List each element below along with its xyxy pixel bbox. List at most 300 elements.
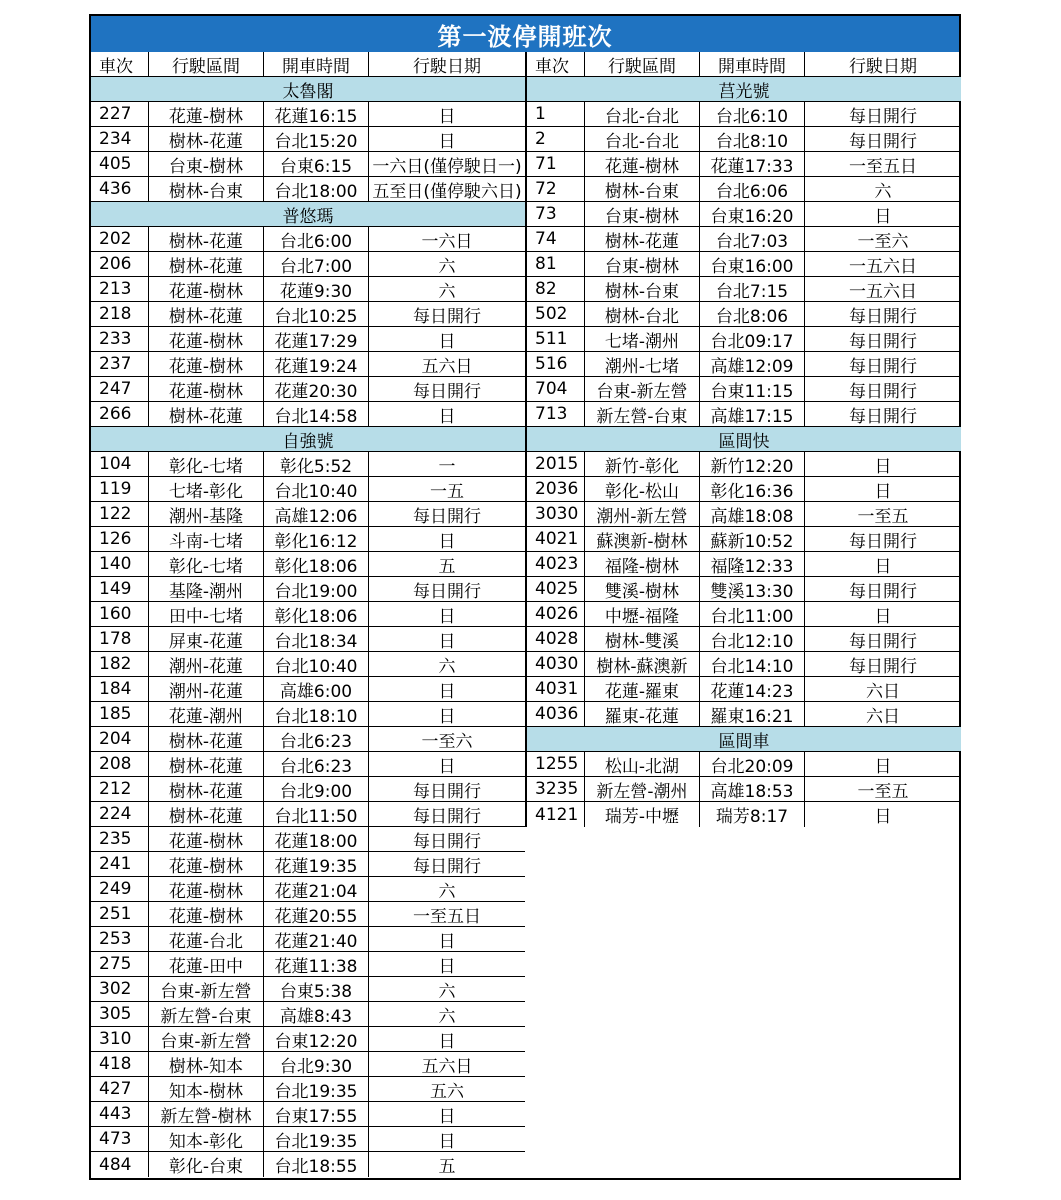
route-cell: 花蓮-台北 xyxy=(149,927,264,951)
service-days-cell: 日 xyxy=(874,807,892,827)
train-no-cell: 405 xyxy=(91,152,149,176)
table-row xyxy=(91,1052,525,1077)
departure-time-cell: 台北15:20 xyxy=(264,127,369,151)
route-cell: 花蓮-樹林 xyxy=(149,827,264,851)
table-row xyxy=(527,277,961,302)
route-cell: 樹林-花蓮 xyxy=(149,302,264,326)
departure-time-cell: 花蓮17:29 xyxy=(264,327,369,351)
departure-time-cell: 彰化5:52 xyxy=(264,452,369,476)
train-no-cell: 275 xyxy=(91,952,149,976)
departure-time-cell: 台北6:06 xyxy=(700,177,805,201)
service-days-cell: 每日開行 xyxy=(849,131,917,151)
train-no-cell: 235 xyxy=(91,827,149,851)
table-row xyxy=(91,1077,525,1102)
departure-time-cell: 高雄18:08 xyxy=(700,502,805,526)
departure-time-cell: 瑞芳8:17 xyxy=(700,802,805,827)
service-days-cell: 日 xyxy=(438,931,456,951)
train-no-cell: 213 xyxy=(91,277,149,301)
train-no-cell: 122 xyxy=(91,502,149,526)
train-no-cell: 4028 xyxy=(527,627,585,651)
table-row xyxy=(91,377,525,402)
departure-time-cell: 蘇新10:52 xyxy=(700,527,805,551)
train-no-cell: 233 xyxy=(91,327,149,351)
table-row xyxy=(527,502,961,527)
departure-time-cell: 台北6:10 xyxy=(700,102,805,126)
train-no-cell: 418 xyxy=(91,1052,149,1076)
service-days-cell: 日 xyxy=(438,631,456,651)
train-no-cell: 160 xyxy=(91,602,149,626)
table-row xyxy=(91,1002,525,1027)
departure-time-cell: 台東16:00 xyxy=(700,252,805,276)
route-cell: 樹林-蘇澳新 xyxy=(585,652,700,676)
service-days-cell: 每日開行 xyxy=(849,331,917,351)
service-days-cell: 每日開行 xyxy=(849,531,917,551)
train-no-cell: 185 xyxy=(91,702,149,726)
departure-time-cell: 台東5:38 xyxy=(264,977,369,1001)
departure-time-cell: 台北19:35 xyxy=(264,1077,369,1101)
departure-time-cell: 花蓮16:15 xyxy=(264,102,369,126)
train-no-cell: 227 xyxy=(91,102,149,126)
train-no-cell: 202 xyxy=(91,227,149,251)
train-no-cell: 4030 xyxy=(527,652,585,676)
train-no-cell: 484 xyxy=(91,1152,149,1177)
table-row xyxy=(527,252,961,277)
table-row xyxy=(527,327,961,352)
service-days-cell: 每日開行 xyxy=(849,656,917,676)
departure-time-cell: 台北6:00 xyxy=(264,227,369,251)
service-days-cell: 六 xyxy=(438,881,456,901)
departure-time-cell: 台北18:55 xyxy=(264,1152,369,1177)
route-cell: 樹林-台北 xyxy=(585,302,700,326)
departure-time-cell: 台北19:35 xyxy=(264,1127,369,1151)
route-cell: 樹林-花蓮 xyxy=(149,777,264,801)
route-cell: 潮州-花蓮 xyxy=(149,652,264,676)
departure-time-cell: 花蓮14:23 xyxy=(700,677,805,701)
departure-time-cell: 台東16:20 xyxy=(700,202,805,226)
departure-time-cell: 台東11:15 xyxy=(700,377,805,401)
train-no-cell: 1255 xyxy=(527,752,585,776)
service-days-cell: 日 xyxy=(874,481,892,501)
train-no-cell: 4026 xyxy=(527,602,585,626)
train-type-header: 太魯閣 xyxy=(91,77,525,102)
service-days-cell: 日 xyxy=(874,756,892,776)
service-days-cell: 日 xyxy=(438,106,456,126)
route-cell: 台東-樹林 xyxy=(585,252,700,276)
route-cell: 彰化-七堵 xyxy=(149,552,264,576)
service-days-cell: 五 xyxy=(438,1157,456,1177)
service-days-cell: 日 xyxy=(438,1106,456,1126)
table-row xyxy=(91,277,525,302)
route-cell: 台北-台北 xyxy=(585,102,700,126)
service-days-cell: 六 xyxy=(874,181,892,201)
train-no-cell: 237 xyxy=(91,352,149,376)
train-no-cell: 3235 xyxy=(527,777,585,801)
table-row xyxy=(91,352,525,377)
service-days-cell: 一五六日 xyxy=(849,281,917,301)
departure-time-cell: 台東17:55 xyxy=(264,1102,369,1126)
route-cell: 松山-北湖 xyxy=(585,752,700,776)
route-cell: 花蓮-樹林 xyxy=(149,852,264,876)
departure-time-cell: 台北19:00 xyxy=(264,577,369,601)
table-row xyxy=(527,577,961,602)
service-days-cell: 一六日 xyxy=(421,231,473,251)
route-cell: 新左營-潮州 xyxy=(585,777,700,801)
service-days-cell: 六 xyxy=(438,281,456,301)
header-route: 行駛區間 xyxy=(149,52,264,76)
service-days-cell: 一五六日 xyxy=(849,256,917,276)
header-service-days: 行駛日期 xyxy=(413,56,481,76)
service-days-cell: 六 xyxy=(438,981,456,1001)
route-cell: 樹林-花蓮 xyxy=(585,227,700,251)
table-row xyxy=(527,627,961,652)
train-no-cell: 443 xyxy=(91,1102,149,1126)
service-days-cell: 每日開行 xyxy=(849,406,917,426)
table-row xyxy=(91,227,525,252)
route-cell: 花蓮-樹林 xyxy=(585,152,700,176)
table-row xyxy=(91,727,525,752)
train-no-cell: 71 xyxy=(527,152,585,176)
route-cell: 潮州-花蓮 xyxy=(149,677,264,701)
route-cell: 樹林-花蓮 xyxy=(149,127,264,151)
table-row xyxy=(91,477,525,502)
service-days-cell: 每日開行 xyxy=(849,356,917,376)
service-days-cell: 每日開行 xyxy=(849,581,917,601)
train-no-cell: 119 xyxy=(91,477,149,501)
service-days-cell: 每日開行 xyxy=(413,856,481,876)
train-no-cell: 4023 xyxy=(527,552,585,576)
departure-time-cell: 台北6:23 xyxy=(264,727,369,751)
service-days-cell: 日 xyxy=(438,406,456,426)
table-row xyxy=(91,927,525,952)
table-row xyxy=(91,102,525,127)
train-no-cell: 140 xyxy=(91,552,149,576)
service-days-cell: 每日開行 xyxy=(849,631,917,651)
route-cell: 台東-樹林 xyxy=(585,202,700,226)
service-days-cell: 日 xyxy=(874,206,892,226)
train-no-cell: 2015 xyxy=(527,452,585,476)
service-days-cell: 每日開行 xyxy=(413,381,481,401)
table-row xyxy=(527,527,961,552)
route-cell: 樹林-雙溪 xyxy=(585,627,700,651)
departure-time-cell: 台北20:09 xyxy=(700,752,805,776)
departure-time-cell: 台北7:03 xyxy=(700,227,805,251)
route-cell: 花蓮-樹林 xyxy=(149,877,264,901)
train-no-cell: 224 xyxy=(91,802,149,826)
train-no-cell: 427 xyxy=(91,1077,149,1101)
table-row xyxy=(91,802,525,827)
column-header-row xyxy=(91,52,525,77)
service-days-cell: 一至五 xyxy=(857,781,909,801)
train-no-cell: 253 xyxy=(91,927,149,951)
table-row xyxy=(91,177,525,202)
departure-time-cell: 台北7:15 xyxy=(700,277,805,301)
departure-time-cell: 台北14:10 xyxy=(700,652,805,676)
route-cell: 新左營-台東 xyxy=(149,1002,264,1026)
service-days-cell: 日 xyxy=(438,1131,456,1151)
table-row xyxy=(91,652,525,677)
header-service-days: 行駛日期 xyxy=(849,56,917,76)
train-no-cell: 4021 xyxy=(527,527,585,551)
table-row xyxy=(91,777,525,802)
route-cell: 屏東-花蓮 xyxy=(149,627,264,651)
train-no-cell: 4036 xyxy=(527,702,585,726)
train-no-cell: 704 xyxy=(527,377,585,401)
service-days-cell: 日 xyxy=(874,556,892,576)
train-type-header: 區間車 xyxy=(527,727,961,752)
departure-time-cell: 台東6:15 xyxy=(264,152,369,176)
train-no-cell: 436 xyxy=(91,177,149,201)
train-no-cell: 2036 xyxy=(527,477,585,501)
table-row xyxy=(527,552,961,577)
column-header-row xyxy=(527,52,961,77)
service-days-cell: 六 xyxy=(438,1006,456,1026)
header-departure-time: 開車時間 xyxy=(264,52,369,76)
route-cell: 樹林-台東 xyxy=(585,277,700,301)
train-no-cell: 73 xyxy=(527,202,585,226)
service-days-cell: 一六日(僅停駛日一) xyxy=(372,156,522,176)
table-row xyxy=(527,477,961,502)
table-row xyxy=(527,202,961,227)
route-cell: 花蓮-樹林 xyxy=(149,277,264,301)
departure-time-cell: 台北10:40 xyxy=(264,477,369,501)
route-cell: 七堵-潮州 xyxy=(585,327,700,351)
train-no-cell: 511 xyxy=(527,327,585,351)
train-type-header: 莒光號 xyxy=(527,77,961,102)
table-row xyxy=(91,952,525,977)
train-no-cell: 502 xyxy=(527,302,585,326)
table-row xyxy=(91,827,525,852)
departure-time-cell: 花蓮20:30 xyxy=(264,377,369,401)
table-row xyxy=(527,702,961,727)
train-no-cell: 206 xyxy=(91,252,149,276)
service-days-cell: 一五 xyxy=(430,481,464,501)
departure-time-cell: 花蓮9:30 xyxy=(264,277,369,301)
service-days-cell: 每日開行 xyxy=(413,506,481,526)
train-no-cell: 4031 xyxy=(527,677,585,701)
train-no-cell: 516 xyxy=(527,352,585,376)
service-days-cell: 六日 xyxy=(866,706,900,726)
departure-time-cell: 台北8:06 xyxy=(700,302,805,326)
route-cell: 台東-新左營 xyxy=(149,1027,264,1051)
service-days-cell: 一至五日 xyxy=(413,906,481,926)
service-days-cell: 六 xyxy=(438,656,456,676)
train-no-cell: 713 xyxy=(527,402,585,426)
departure-time-cell: 台北6:23 xyxy=(264,752,369,776)
train-no-cell: 149 xyxy=(91,577,149,601)
route-cell: 樹林-台東 xyxy=(149,177,264,201)
table-row xyxy=(91,752,525,777)
table-row xyxy=(91,302,525,327)
table-row xyxy=(527,302,961,327)
service-days-cell: 五六日 xyxy=(421,1056,473,1076)
service-days-cell: 日 xyxy=(438,531,456,551)
route-cell: 台東-新左營 xyxy=(149,977,264,1001)
route-cell: 潮州-基隆 xyxy=(149,502,264,526)
train-no-cell: 4121 xyxy=(527,802,585,827)
train-no-cell: 182 xyxy=(91,652,149,676)
train-type-header: 區間快 xyxy=(527,427,961,452)
service-days-cell: 日 xyxy=(438,1031,456,1051)
route-cell: 樹林-台東 xyxy=(585,177,700,201)
table-row xyxy=(527,752,961,777)
table-row xyxy=(91,977,525,1002)
train-no-cell: 1 xyxy=(527,102,585,126)
departure-time-cell: 台北9:30 xyxy=(264,1052,369,1076)
route-cell: 新竹-彰化 xyxy=(585,452,700,476)
table-row xyxy=(91,702,525,727)
header-departure-time: 開車時間 xyxy=(700,52,805,76)
train-no-cell: 310 xyxy=(91,1027,149,1051)
table-row xyxy=(527,227,961,252)
route-cell: 彰化-松山 xyxy=(585,477,700,501)
train-no-cell: 104 xyxy=(91,452,149,476)
header-route: 行駛區間 xyxy=(585,52,700,76)
departure-time-cell: 高雄12:09 xyxy=(700,352,805,376)
route-cell: 潮州-七堵 xyxy=(585,352,700,376)
table-row xyxy=(91,852,525,877)
departure-time-cell: 台北18:34 xyxy=(264,627,369,651)
route-cell: 雙溪-樹林 xyxy=(585,577,700,601)
train-no-cell: 241 xyxy=(91,852,149,876)
route-cell: 樹林-花蓮 xyxy=(149,402,264,426)
service-days-cell: 日 xyxy=(438,956,456,976)
departure-time-cell: 台北12:10 xyxy=(700,627,805,651)
train-no-cell: 266 xyxy=(91,402,149,426)
train-no-cell: 126 xyxy=(91,527,149,551)
service-days-cell: 日 xyxy=(874,456,892,476)
table-row xyxy=(91,252,525,277)
route-cell: 樹林-花蓮 xyxy=(149,727,264,751)
train-no-cell: 251 xyxy=(91,902,149,926)
train-no-cell: 204 xyxy=(91,727,149,751)
route-cell: 花蓮-樹林 xyxy=(149,352,264,376)
train-no-cell: 212 xyxy=(91,777,149,801)
route-cell: 七堵-彰化 xyxy=(149,477,264,501)
departure-time-cell: 高雄6:00 xyxy=(264,677,369,701)
route-cell: 樹林-知本 xyxy=(149,1052,264,1076)
departure-time-cell: 花蓮11:38 xyxy=(264,952,369,976)
route-cell: 花蓮-樹林 xyxy=(149,377,264,401)
departure-time-cell: 台北9:00 xyxy=(264,777,369,801)
route-cell: 台東-新左營 xyxy=(585,377,700,401)
table-row xyxy=(527,602,961,627)
train-type-header: 自強號 xyxy=(91,427,525,452)
departure-time-cell: 羅東16:21 xyxy=(700,702,805,726)
route-cell: 台北-台北 xyxy=(585,127,700,151)
table-row xyxy=(527,452,961,477)
train-no-cell: 3030 xyxy=(527,502,585,526)
departure-time-cell: 花蓮21:04 xyxy=(264,877,369,901)
table-title: 第一波停開班次 xyxy=(91,16,959,52)
train-no-cell: 234 xyxy=(91,127,149,151)
train-no-cell: 184 xyxy=(91,677,149,701)
departure-time-cell: 花蓮19:24 xyxy=(264,352,369,376)
service-days-cell: 每日開行 xyxy=(849,381,917,401)
departure-time-cell: 花蓮19:35 xyxy=(264,852,369,876)
route-cell: 花蓮-樹林 xyxy=(149,102,264,126)
route-cell: 田中-七堵 xyxy=(149,602,264,626)
service-days-cell: 日 xyxy=(874,606,892,626)
table-row xyxy=(527,777,961,802)
route-cell: 花蓮-樹林 xyxy=(149,902,264,926)
route-cell: 瑞芳-中壢 xyxy=(585,802,700,827)
train-no-cell: 218 xyxy=(91,302,149,326)
departure-time-cell: 台北18:10 xyxy=(264,702,369,726)
table-row xyxy=(91,1027,525,1052)
departure-time-cell: 花蓮21:40 xyxy=(264,927,369,951)
right-column xyxy=(525,52,961,827)
departure-time-cell: 台北18:00 xyxy=(264,177,369,201)
table-row xyxy=(91,327,525,352)
departure-time-cell: 高雄8:43 xyxy=(264,1002,369,1026)
route-cell: 知本-樹林 xyxy=(149,1077,264,1101)
service-days-cell: 五 xyxy=(438,556,456,576)
table-row xyxy=(527,177,961,202)
route-cell: 斗南-七堵 xyxy=(149,527,264,551)
service-days-cell: 每日開行 xyxy=(849,306,917,326)
departure-time-cell: 台北10:40 xyxy=(264,652,369,676)
route-cell: 樹林-花蓮 xyxy=(149,227,264,251)
service-days-cell: 日 xyxy=(438,681,456,701)
service-days-cell: 日 xyxy=(438,131,456,151)
timetable-sheet xyxy=(89,14,961,1180)
service-days-cell: 每日開行 xyxy=(413,781,481,801)
train-no-cell: 74 xyxy=(527,227,585,251)
service-days-cell: 六日 xyxy=(866,681,900,701)
departure-time-cell: 台北11:00 xyxy=(700,602,805,626)
table-row xyxy=(91,502,525,527)
route-cell: 彰化-台東 xyxy=(149,1152,264,1177)
route-cell: 潮州-新左營 xyxy=(585,502,700,526)
departure-time-cell: 新竹12:20 xyxy=(700,452,805,476)
route-cell: 花蓮-樹林 xyxy=(149,327,264,351)
service-days-cell: 日 xyxy=(438,706,456,726)
service-days-cell: 每日開行 xyxy=(413,831,481,851)
route-cell: 基隆-潮州 xyxy=(149,577,264,601)
table-row xyxy=(527,402,961,427)
service-days-cell: 一至六 xyxy=(857,231,909,251)
route-cell: 花蓮-田中 xyxy=(149,952,264,976)
departure-time-cell: 台北11:50 xyxy=(264,802,369,826)
route-cell: 福隆-樹林 xyxy=(585,552,700,576)
route-cell: 知本-彰化 xyxy=(149,1127,264,1151)
departure-time-cell: 福隆12:33 xyxy=(700,552,805,576)
train-no-cell: 208 xyxy=(91,752,149,776)
service-days-cell: 每日開行 xyxy=(413,306,481,326)
service-days-cell: 五六日 xyxy=(421,356,473,376)
route-cell: 羅東-花蓮 xyxy=(585,702,700,726)
route-cell: 樹林-花蓮 xyxy=(149,252,264,276)
departure-time-cell: 花蓮20:55 xyxy=(264,902,369,926)
service-days-cell: 一至六 xyxy=(421,731,473,751)
train-no-cell: 247 xyxy=(91,377,149,401)
departure-time-cell: 台北8:10 xyxy=(700,127,805,151)
table-row xyxy=(527,377,961,402)
table-row xyxy=(91,877,525,902)
table-row xyxy=(91,402,525,427)
service-days-cell: 日 xyxy=(438,606,456,626)
departure-time-cell: 高雄18:53 xyxy=(700,777,805,801)
departure-time-cell: 台北09:17 xyxy=(700,327,805,351)
train-no-cell: 302 xyxy=(91,977,149,1001)
train-no-cell: 2 xyxy=(527,127,585,151)
table-row xyxy=(91,552,525,577)
route-cell: 新左營-樹林 xyxy=(149,1102,264,1126)
table-row xyxy=(91,627,525,652)
table-row xyxy=(91,1102,525,1127)
service-days-cell: 一至五 xyxy=(857,506,909,526)
table-row xyxy=(527,652,961,677)
